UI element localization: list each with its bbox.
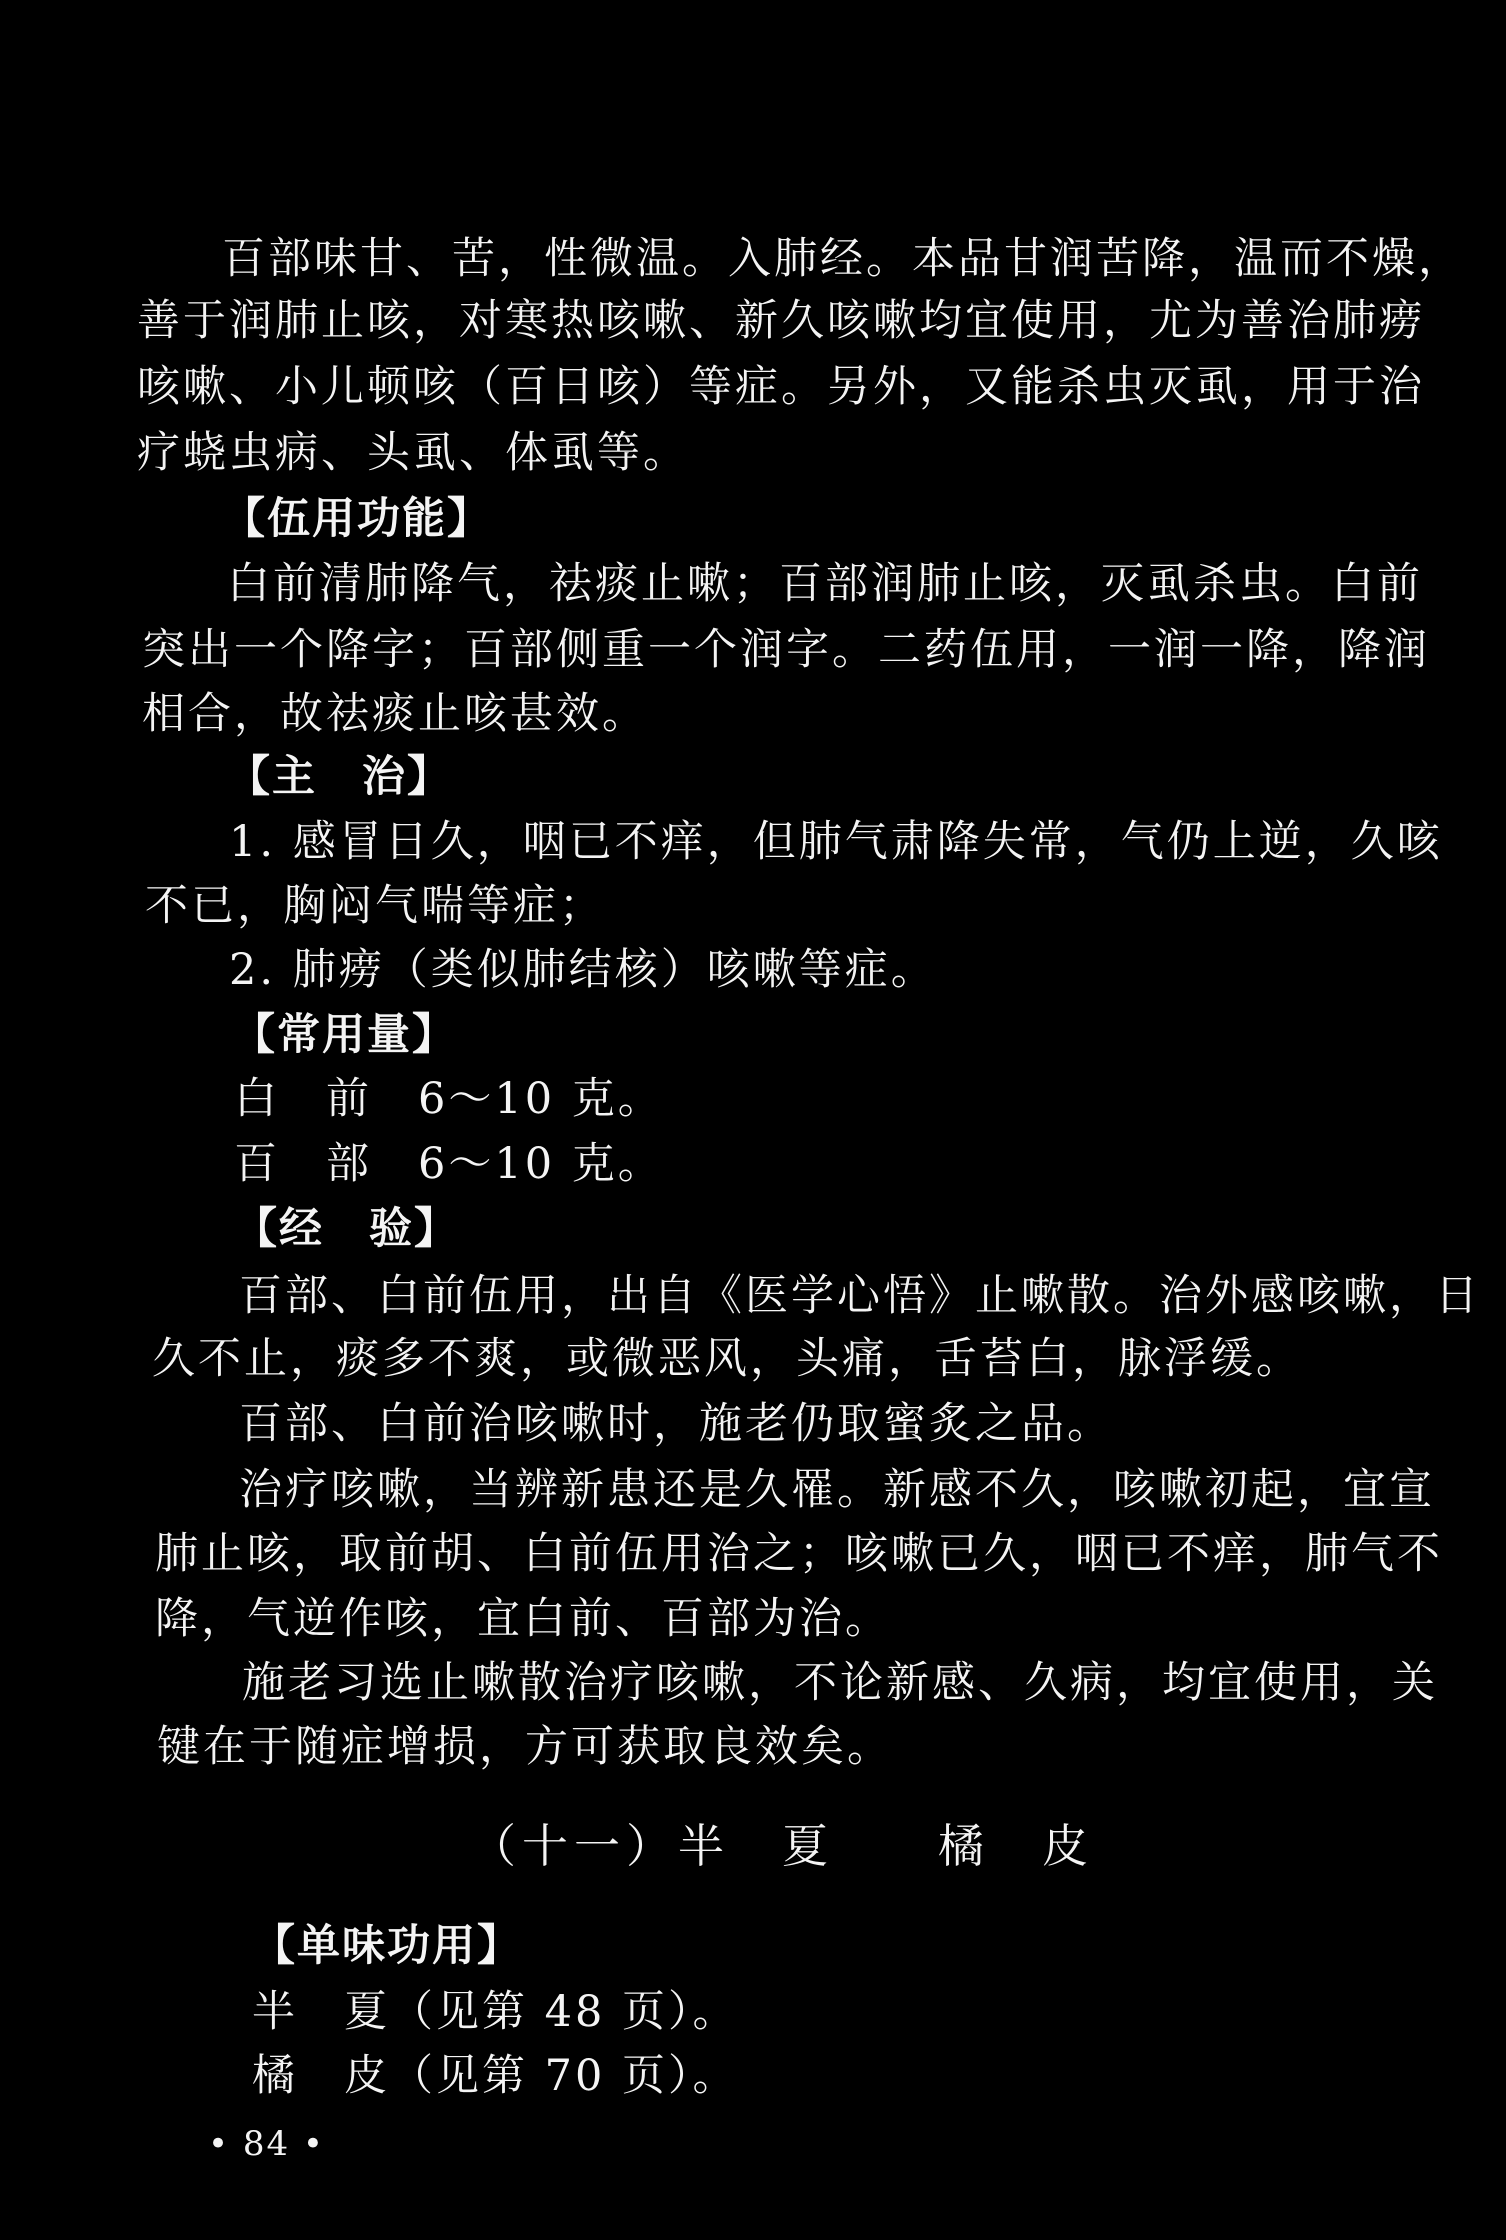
page-number: • 84 • bbox=[208, 2124, 325, 2164]
body-line: 2. 肺痨（类似肺结核）咳嗽等症。 bbox=[229, 945, 937, 995]
section-heading-dose: 【常用量】 bbox=[232, 1010, 457, 1060]
body-line: 相合，故祛痰止咳甚效。 bbox=[142, 689, 648, 739]
section-heading-danwei: 【单味功用】 bbox=[252, 1921, 522, 1971]
body-line: 突出一个降字；百部侧重一个润字。二药伍用，一润一降，降润 bbox=[142, 625, 1430, 675]
body-line: 降，气逆作咳，宜白前、百部为治。 bbox=[155, 1594, 891, 1644]
dose-line: 百 部 6～10 克。 bbox=[234, 1139, 664, 1189]
body-line: 键在于随症增损，方可获取良效矣。 bbox=[157, 1722, 893, 1772]
body-line: 施老习选止嗽散治疗咳嗽，不论新感、久病，均宜使用，关 bbox=[242, 1658, 1438, 1708]
dose-line: 白 前 6～10 克。 bbox=[234, 1074, 664, 1124]
herb-reference-line: 橘 皮（见第 70 页）。 bbox=[252, 2051, 739, 2101]
herb-reference-line: 半 夏（见第 48 页）。 bbox=[252, 1987, 739, 2037]
body-line: 善于润肺止咳，对寒热咳嗽、新久咳嗽均宜使用，尤为善治肺痨 bbox=[137, 296, 1425, 346]
section-heading-wuyong: 【伍用功能】 bbox=[222, 494, 492, 544]
body-line: 疗蛲虫病、头虱、体虱等。 bbox=[137, 428, 689, 478]
body-line: 咳嗽、小儿顿咳（百日咳）等症。另外，又能杀虫灭虱，用于治 bbox=[137, 362, 1425, 412]
body-line: 百部、白前伍用，出自《医学心悟》止嗽散。治外感咳嗽，日 bbox=[239, 1271, 1481, 1321]
body-line: 1. 感冒日久，咽已不痒，但肺气肃降失常，气仍上逆，久咳 bbox=[229, 817, 1443, 867]
body-line: 不已，胸闷气喘等症； bbox=[145, 881, 605, 931]
section-heading-jingyan: 【经 验】 bbox=[234, 1204, 459, 1254]
body-line: 白前清肺降气，祛痰止嗽；百部润肺止咳，灭虱杀虫。白前 bbox=[227, 559, 1423, 609]
body-line: 久不止，痰多不爽，或微恶风，头痛，舌苔白，脉浮缓。 bbox=[152, 1334, 1302, 1384]
section-heading-zhuzhi: 【主 治】 bbox=[227, 752, 452, 802]
body-line: 肺止咳，取前胡、白前伍用治之；咳嗽已久，咽已不痒，肺气不 bbox=[155, 1529, 1443, 1579]
section-title: （十一）半 夏 橘 皮 bbox=[470, 1819, 1094, 1873]
body-line: 治疗咳嗽，当辨新患还是久罹。新感不久，咳嗽初起，宜宣 bbox=[239, 1465, 1435, 1515]
body-line: 百部、白前治咳嗽时，施老仍取蜜炙之品。 bbox=[239, 1399, 1113, 1449]
body-line: 百部味甘、苦，性微温。入肺经。本品甘润苦降，温而不燥， bbox=[222, 234, 1464, 284]
